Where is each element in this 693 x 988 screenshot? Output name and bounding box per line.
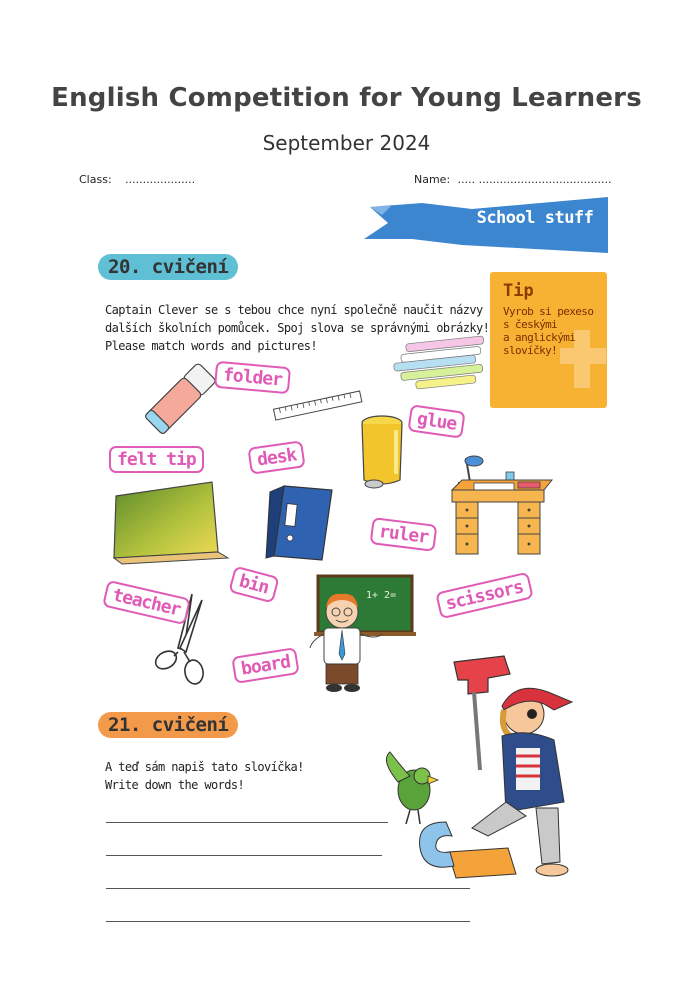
tip-line: a anglickými [503, 331, 576, 344]
bin-icon [358, 414, 408, 492]
word-bin[interactable]: bin [228, 566, 279, 604]
word-desk[interactable]: desk [247, 440, 306, 474]
instruction-line: A teď sám napiš tato slovíčka! [105, 760, 304, 774]
page-subtitle: September 2024 [262, 131, 431, 155]
glue-stick-icon [142, 364, 216, 436]
writing-line-3[interactable] [106, 888, 470, 889]
exercise-21-instructions [105, 758, 304, 794]
exercise-21-label: 21. cvičení [98, 712, 238, 738]
tip-text [503, 305, 603, 357]
ribbon-label: School stuff [476, 208, 594, 228]
tip-line: s českými [503, 318, 558, 331]
tip-line: Vyrob si pexeso [503, 305, 594, 318]
word-teacher[interactable]: teacher [102, 580, 191, 625]
pirate-parrot-illustration [376, 652, 602, 886]
tip-line: slovíčky! [503, 344, 558, 357]
word-glue[interactable]: glue [407, 404, 466, 438]
felt-tips-icon [390, 336, 500, 394]
notice-board-icon [112, 482, 230, 564]
instruction-line: Please match words and pictures! [105, 339, 317, 353]
word-ruler[interactable]: ruler [370, 517, 438, 552]
class-dots: .................... [125, 173, 196, 186]
name-label: Name: [414, 173, 451, 186]
instruction-line: dalších školních pomůcek. Spoj slova se správnými obrázky! [105, 321, 490, 335]
instruction-line: Write down the words! [105, 778, 245, 792]
tip-title: Tip [503, 281, 534, 301]
word-board[interactable]: board [231, 647, 300, 684]
page-title: English Competition for Young Learners [51, 83, 642, 113]
name-dots: ..... ...................................... [457, 173, 612, 186]
writing-line-4[interactable] [106, 921, 470, 922]
word-folder[interactable]: folder [214, 361, 291, 394]
writing-line-1[interactable] [106, 822, 388, 823]
exercise-20-label: 20. cvičení [98, 254, 238, 280]
writing-line-2[interactable] [106, 855, 382, 856]
word-felt-tip[interactable]: felt tip [109, 446, 204, 473]
name-field [414, 173, 612, 186]
ruler-icon [270, 390, 366, 424]
board-sum: 1+ 2= [366, 590, 397, 601]
folder-icon [266, 486, 336, 560]
class-field [79, 173, 195, 186]
instruction-line: Captain Clever se s tebou chce nyní společně naučit názvy [105, 303, 483, 317]
word-scissors[interactable]: scissors [435, 572, 533, 620]
desk-icon [452, 452, 552, 556]
class-label: Class: [79, 173, 112, 186]
